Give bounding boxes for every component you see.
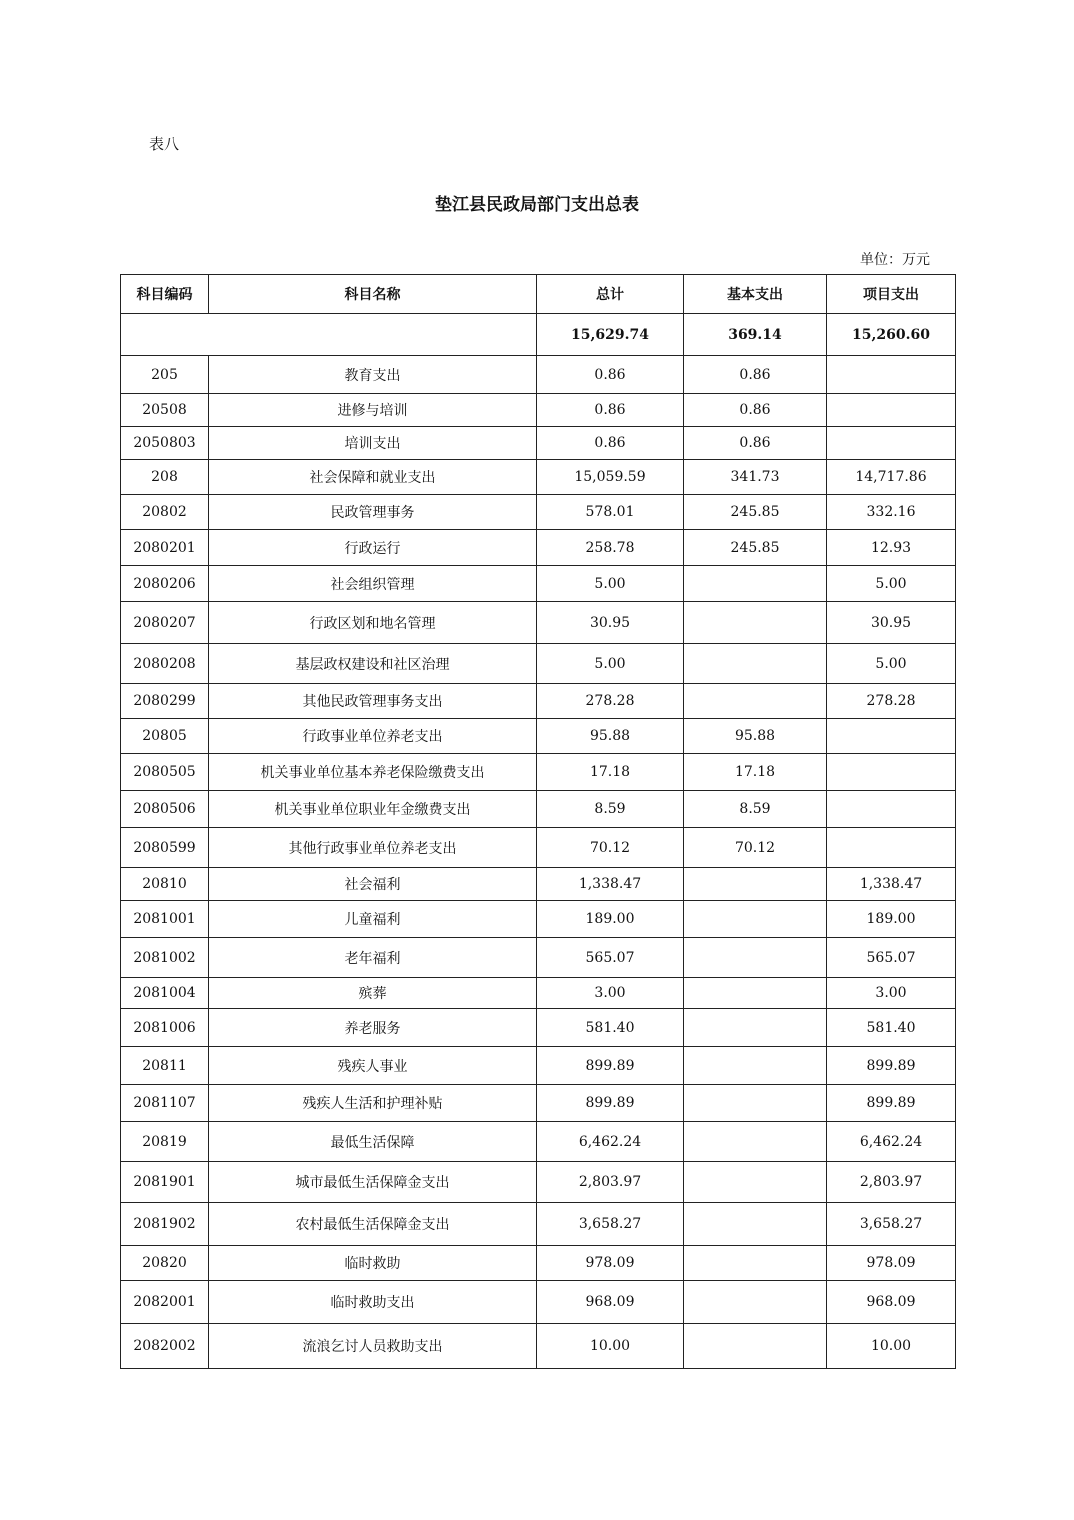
cell-basic: 245.85	[684, 530, 827, 566]
cell-name: 其他民政管理事务支出	[209, 684, 537, 719]
cell-basic: 17.18	[684, 754, 827, 791]
cell-basic	[684, 1324, 827, 1369]
cell-project: 978.09	[827, 1246, 956, 1281]
header-code: 科目编码	[121, 275, 209, 314]
table-row	[121, 754, 956, 791]
cell-name: 临时救助	[209, 1246, 537, 1281]
cell-total: 3,658.27	[537, 1203, 684, 1246]
cell-total: 899.89	[537, 1047, 684, 1085]
unit-label: 单位：万元	[860, 252, 930, 268]
table-row	[121, 356, 956, 394]
table-row	[121, 978, 956, 1009]
cell-basic	[684, 1009, 827, 1047]
cell-project	[827, 427, 956, 460]
cell-total: 581.40	[537, 1009, 684, 1047]
table-row	[121, 394, 956, 427]
header-total: 总计	[537, 275, 684, 314]
page-title: 垫江县民政局部门支出总表	[435, 195, 639, 215]
cell-code: 2081107	[121, 1085, 209, 1122]
table-row	[121, 602, 956, 644]
cell-basic: 0.86	[684, 427, 827, 460]
cell-code: 205	[121, 356, 209, 394]
total-row	[121, 314, 956, 356]
cell-code: 20802	[121, 495, 209, 530]
cell-project: 332.16	[827, 495, 956, 530]
cell-code: 2082002	[121, 1324, 209, 1369]
cell-name: 最低生活保障	[209, 1122, 537, 1162]
cell-project: 6,462.24	[827, 1122, 956, 1162]
table-row	[121, 530, 956, 566]
table-row	[121, 791, 956, 828]
cell-project	[827, 394, 956, 427]
cell-code: 208	[121, 460, 209, 495]
table-row	[121, 495, 956, 530]
table-row	[121, 938, 956, 978]
cell-code: 2080201	[121, 530, 209, 566]
cell-code: 2080505	[121, 754, 209, 791]
cell-project: 3.00	[827, 978, 956, 1009]
total-project-cell: 15,260.60	[827, 314, 956, 356]
cell-total: 278.28	[537, 684, 684, 719]
cell-project	[827, 719, 956, 754]
cell-code: 2081001	[121, 901, 209, 938]
cell-name: 社会福利	[209, 868, 537, 901]
cell-code: 20811	[121, 1047, 209, 1085]
table-row	[121, 684, 956, 719]
total-label-cell	[121, 314, 537, 356]
cell-name: 机关事业单位基本养老保险缴费支出	[209, 754, 537, 791]
cell-total: 899.89	[537, 1085, 684, 1122]
cell-basic: 8.59	[684, 791, 827, 828]
cell-total: 2,803.97	[537, 1162, 684, 1203]
table-row	[121, 1162, 956, 1203]
cell-total: 5.00	[537, 644, 684, 684]
cell-code: 20508	[121, 394, 209, 427]
cell-basic	[684, 938, 827, 978]
cell-total: 578.01	[537, 495, 684, 530]
table-row	[121, 719, 956, 754]
cell-basic	[684, 1281, 827, 1324]
cell-total: 5.00	[537, 566, 684, 602]
cell-code: 2081006	[121, 1009, 209, 1047]
cell-project	[827, 791, 956, 828]
header-project: 项目支出	[827, 275, 956, 314]
cell-basic: 341.73	[684, 460, 827, 495]
cell-project: 1,338.47	[827, 868, 956, 901]
cell-basic	[684, 566, 827, 602]
cell-code: 2080599	[121, 828, 209, 868]
cell-project	[827, 754, 956, 791]
cell-name: 流浪乞讨人员救助支出	[209, 1324, 537, 1369]
cell-total: 0.86	[537, 427, 684, 460]
table-header-row	[121, 275, 956, 314]
cell-basic: 0.86	[684, 394, 827, 427]
cell-project	[827, 356, 956, 394]
cell-basic	[684, 901, 827, 938]
cell-name: 城市最低生活保障金支出	[209, 1162, 537, 1203]
cell-project: 5.00	[827, 644, 956, 684]
cell-name: 残疾人事业	[209, 1047, 537, 1085]
cell-code: 2081004	[121, 978, 209, 1009]
cell-total: 8.59	[537, 791, 684, 828]
cell-total: 95.88	[537, 719, 684, 754]
cell-basic	[684, 978, 827, 1009]
cell-total: 6,462.24	[537, 1122, 684, 1162]
cell-total: 258.78	[537, 530, 684, 566]
cell-name: 养老服务	[209, 1009, 537, 1047]
cell-total: 70.12	[537, 828, 684, 868]
cell-name: 基层政权建设和社区治理	[209, 644, 537, 684]
cell-code: 2080206	[121, 566, 209, 602]
cell-name: 民政管理事务	[209, 495, 537, 530]
cell-name: 老年福利	[209, 938, 537, 978]
cell-project: 2,803.97	[827, 1162, 956, 1203]
table-row	[121, 1281, 956, 1324]
cell-basic	[684, 602, 827, 644]
cell-name: 培训支出	[209, 427, 537, 460]
cell-code: 2080299	[121, 684, 209, 719]
table-row	[121, 1122, 956, 1162]
header-basic: 基本支出	[684, 275, 827, 314]
cell-name: 社会组织管理	[209, 566, 537, 602]
cell-basic	[684, 1047, 827, 1085]
cell-name: 殡葬	[209, 978, 537, 1009]
cell-total: 10.00	[537, 1324, 684, 1369]
cell-code: 2081002	[121, 938, 209, 978]
table-row	[121, 1085, 956, 1122]
cell-code: 20820	[121, 1246, 209, 1281]
table-row	[121, 427, 956, 460]
cell-basic	[684, 1246, 827, 1281]
cell-basic	[684, 1122, 827, 1162]
cell-basic: 245.85	[684, 495, 827, 530]
cell-project: 565.07	[827, 938, 956, 978]
cell-name: 临时救助支出	[209, 1281, 537, 1324]
cell-code: 2082001	[121, 1281, 209, 1324]
table-row	[121, 1324, 956, 1369]
cell-code: 2081902	[121, 1203, 209, 1246]
expenditure-table	[120, 274, 956, 1369]
cell-code: 2080506	[121, 791, 209, 828]
table-row	[121, 901, 956, 938]
cell-code: 2080207	[121, 602, 209, 644]
table-row	[121, 460, 956, 495]
table-row	[121, 1009, 956, 1047]
cell-total: 17.18	[537, 754, 684, 791]
cell-code: 2081901	[121, 1162, 209, 1203]
cell-name: 儿童福利	[209, 901, 537, 938]
header-name: 科目名称	[209, 275, 537, 314]
cell-name: 社会保障和就业支出	[209, 460, 537, 495]
cell-total: 978.09	[537, 1246, 684, 1281]
cell-project: 189.00	[827, 901, 956, 938]
cell-name: 教育支出	[209, 356, 537, 394]
cell-code: 20805	[121, 719, 209, 754]
cell-name: 进修与培训	[209, 394, 537, 427]
table-row	[121, 566, 956, 602]
table-body	[121, 314, 956, 1369]
cell-total: 30.95	[537, 602, 684, 644]
cell-total: 565.07	[537, 938, 684, 978]
cell-basic: 0.86	[684, 356, 827, 394]
cell-project: 12.93	[827, 530, 956, 566]
cell-name: 农村最低生活保障金支出	[209, 1203, 537, 1246]
total-cell: 15,629.74	[537, 314, 684, 356]
cell-total: 15,059.59	[537, 460, 684, 495]
cell-project: 278.28	[827, 684, 956, 719]
cell-basic: 70.12	[684, 828, 827, 868]
cell-project: 5.00	[827, 566, 956, 602]
table-row	[121, 1047, 956, 1085]
table-row	[121, 644, 956, 684]
cell-basic	[684, 1085, 827, 1122]
table-row	[121, 868, 956, 901]
cell-total: 0.86	[537, 356, 684, 394]
cell-basic	[684, 868, 827, 901]
cell-code: 2080208	[121, 644, 209, 684]
cell-project: 968.09	[827, 1281, 956, 1324]
cell-total: 1,338.47	[537, 868, 684, 901]
cell-total: 3.00	[537, 978, 684, 1009]
cell-code: 20810	[121, 868, 209, 901]
cell-basic	[684, 1162, 827, 1203]
cell-project: 14,717.86	[827, 460, 956, 495]
cell-project	[827, 828, 956, 868]
cell-total: 189.00	[537, 901, 684, 938]
cell-basic	[684, 644, 827, 684]
cell-project: 3,658.27	[827, 1203, 956, 1246]
cell-basic: 95.88	[684, 719, 827, 754]
cell-name: 行政区划和地名管理	[209, 602, 537, 644]
cell-project: 10.00	[827, 1324, 956, 1369]
table-row	[121, 828, 956, 868]
cell-code: 2050803	[121, 427, 209, 460]
cell-project: 581.40	[827, 1009, 956, 1047]
cell-name: 行政运行	[209, 530, 537, 566]
cell-name: 其他行政事业单位养老支出	[209, 828, 537, 868]
cell-basic	[684, 1203, 827, 1246]
cell-project: 899.89	[827, 1085, 956, 1122]
cell-name: 残疾人生活和护理补贴	[209, 1085, 537, 1122]
cell-basic	[684, 684, 827, 719]
table-row	[121, 1203, 956, 1246]
table-row	[121, 1246, 956, 1281]
cell-total: 968.09	[537, 1281, 684, 1324]
cell-total: 0.86	[537, 394, 684, 427]
table-number-label: 表八	[149, 135, 180, 153]
cell-project: 30.95	[827, 602, 956, 644]
cell-name: 机关事业单位职业年金缴费支出	[209, 791, 537, 828]
cell-project: 899.89	[827, 1047, 956, 1085]
cell-code: 20819	[121, 1122, 209, 1162]
cell-name: 行政事业单位养老支出	[209, 719, 537, 754]
total-basic-cell: 369.14	[684, 314, 827, 356]
